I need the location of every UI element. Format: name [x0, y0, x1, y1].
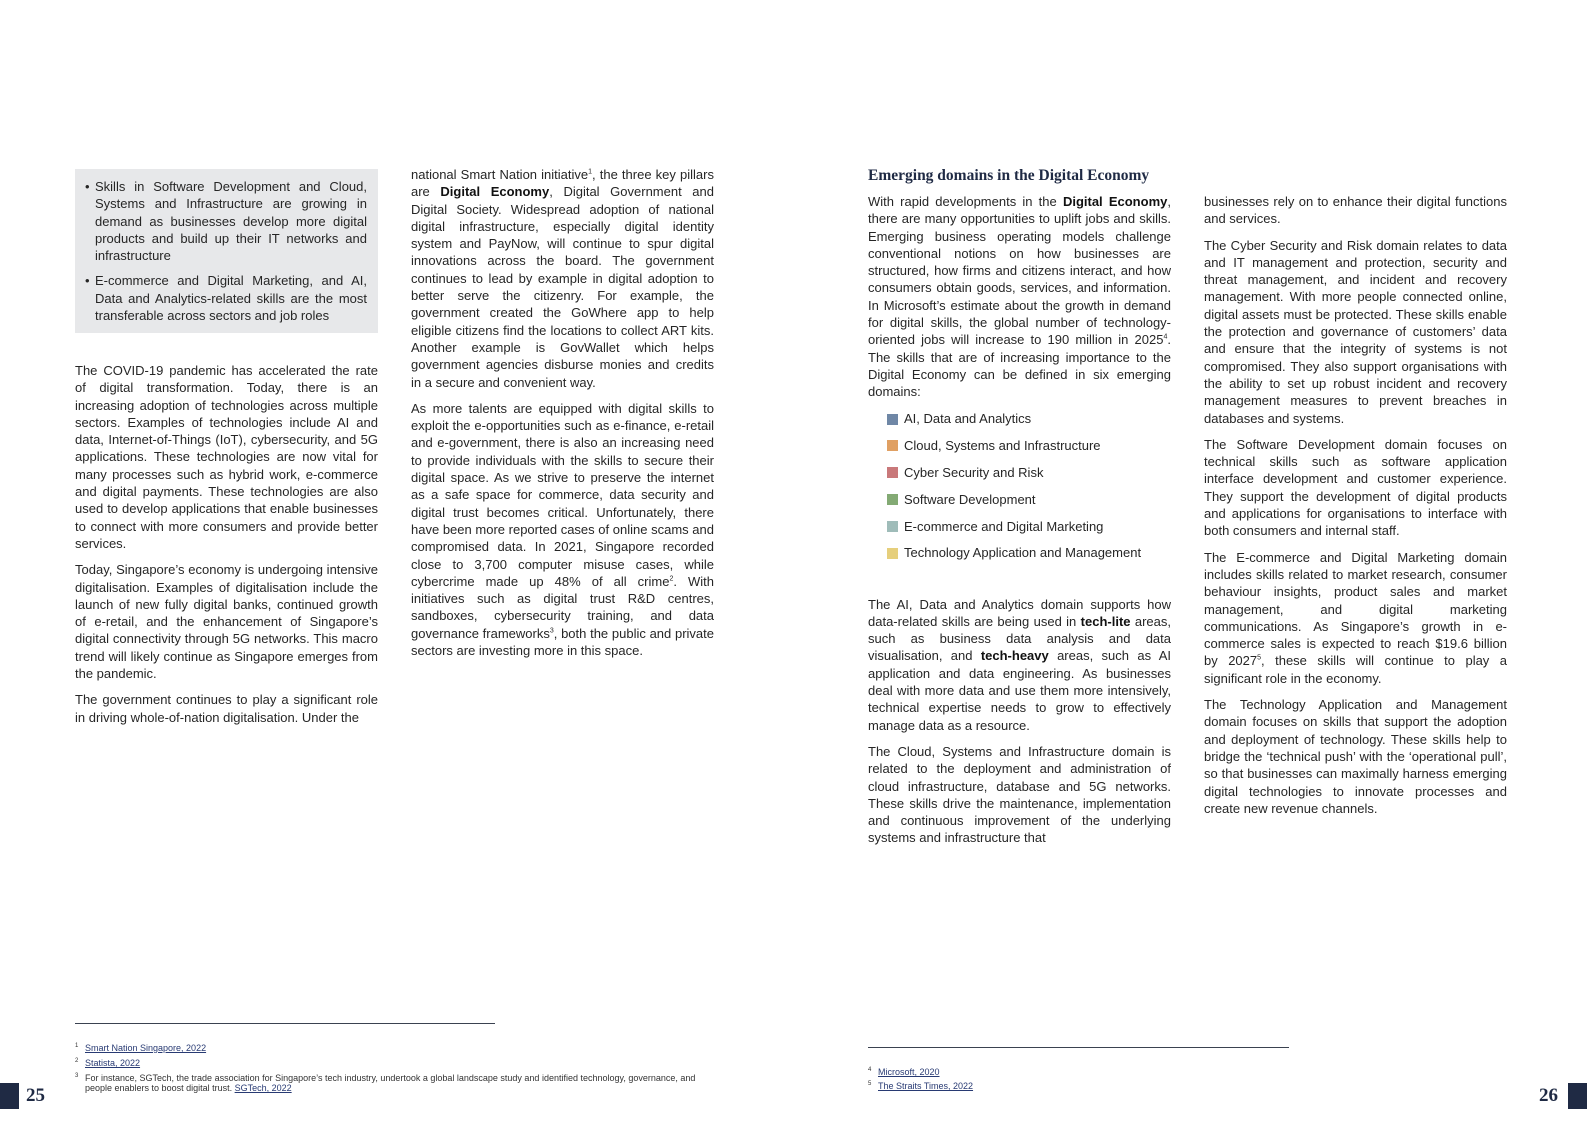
page-number-left: 25	[26, 1085, 45, 1106]
footnotes-right	[868, 1067, 1268, 1096]
footnote-link[interactable]: Microsoft, 2020	[878, 1067, 940, 1077]
paragraph: Today, Singapore’s economy is undergoing intensive digitalisation. Examples of digitalisation include the launch of new fully digital banks, continued growth of e-retail, and the enhancement of Singapore’s digital connectivity through 5G networks. This macro trend will likely continue as Singapore emerges from the pandemic.	[75, 562, 378, 682]
footnote-link[interactable]: SGTech, 2022	[234, 1083, 292, 1093]
footnote-link[interactable]: The Straits Times, 2022	[878, 1081, 974, 1091]
paragraph: The COVID-19 pandemic has accelerated the rate of digital transformation. Today, there is an increasing adoption of technologies across multiple sectors. Examples of technologies include AI and data, Internet-of-Things (IoT), cybersecurity, and 5G applications. These technologies are now vital for many processes such as hybrid work, e-commerce and digital payments. These technologies are also used to develop applications that enable businesses to connect with more consumers and provide better services.	[75, 363, 378, 551]
legend-item-cloud: Cloud, Systems and Infrastructure	[887, 437, 1171, 454]
color-swatch	[887, 548, 898, 559]
legend-item-ecommerce: E-commerce and Digital Marketing	[887, 518, 1171, 535]
footnote-ref: 3	[549, 627, 554, 635]
footnote-ref: 1	[588, 168, 593, 176]
color-swatch	[887, 414, 898, 425]
legend-item-cyber: Cyber Security and Risk	[887, 464, 1171, 481]
page-number-right: 26	[1539, 1085, 1558, 1106]
color-swatch	[887, 467, 898, 478]
footnote: 2 Statista, 2022	[75, 1058, 141, 1068]
footnote-ref: 5	[1257, 655, 1262, 663]
right-column-1	[868, 193, 1171, 856]
section-heading: Emerging domains in the Digital Economy	[868, 167, 1150, 184]
paragraph: The AI, Data and Analytics domain supports how data-related skills are being used in tech-lite areas, such as business data analysis and data visualisation, and tech-heavy areas, such as AI application and data engineering. As businesses deal with more data and use them more intensively, technical expertise needs to grow to effectively manage data as a resource.	[868, 596, 1171, 733]
color-swatch	[887, 440, 898, 451]
paragraph: The Software Development domain focuses on technical skills such as software application interface development and customer experience. They support the development of digital products and applications for organisations to interface with both consumers and internal staff.	[1204, 436, 1507, 539]
paragraph: As more talents are equipped with digital skills to exploit the e-opportunities such as e-finance, e-retail and e-government, there is also an increasing need to provide individuals with the skills to secure their digital space. As we strive to preserve the internet as a safe space for commerce, data security and digital trust becomes critical. Unfortunately, there have been more reported cases of online scams and compromised data. In 2021, Singapore recorded close to 3,700 computer misuse cases, while cybercrime made up 48% of all crime$^2$. With initiatives such as digital trust R&D centres, sandboxes, cybersecurity training, and data governance frameworks$^3$, both the public and private sectors are investing more in this space.	[411, 400, 714, 659]
footnote-ref: 4	[1163, 334, 1168, 342]
color-swatch	[887, 521, 898, 532]
legend-item-tech-app: Technology Application and Management	[887, 545, 1171, 562]
footnote-ref: 2	[669, 575, 674, 583]
footnotes-left	[75, 1043, 715, 1098]
paragraph: The Technology Application and Management domain focuses on skills that support the adoption and deployment of technology. These skills help to bridge the ‘technical push’ with the ‘operational pull’, so that businesses can maximally harness emerging digital technologies to innovate processes and create new revenue channels.	[1204, 697, 1507, 816]
page-tab-left	[0, 1083, 19, 1109]
insight-item: • Skills in Software Development and Cloud, Systems and Infrastructure are growing in demand as businesses develop more digital products and build up their IT networks and infrastructure	[85, 178, 367, 264]
page-tab-right	[1568, 1083, 1587, 1109]
paragraph: The E-commerce and Digital Marketing domain includes skills related to market research, consumer behaviour insights, product sales and market management, and digital marketing communications. As Singapore’s growth in e-commerce sales is expected to reach $19.6 billion by 2027$^5$, these skills will continue to play a significant role in the economy.	[1204, 549, 1508, 686]
footnote-link[interactable]: Statista, 2022	[85, 1058, 141, 1068]
legend-item-software: Software Development	[887, 491, 1171, 508]
footnote-divider	[75, 1023, 495, 1024]
right-column-2	[1204, 193, 1507, 826]
insight-list	[85, 178, 367, 324]
color-swatch	[887, 494, 898, 505]
domain-legend	[887, 411, 1171, 562]
paragraph: businesses rely on to enhance their digital functions and services.	[1204, 194, 1507, 227]
footnote: 3 For instance, SGTech, the trade association for Singapore’s tech industry, undertook a global landscape study and identified technology, governance, and people enablers to boost digital trust. SGTech, 2022	[75, 1073, 696, 1093]
footnote-divider	[868, 1047, 1289, 1048]
key-insights-box	[75, 169, 378, 333]
paragraph: The Cloud, Systems and Infrastructure domain is related to the deployment and administration of cloud infrastructure, database and 5G networks. These skills drive the maintenance, implementation and continuous improvement of the underlying systems and infrastructure that	[868, 743, 1171, 846]
left-column	[75, 362, 378, 735]
footnote-link[interactable]: Smart Nation Singapore, 2022	[85, 1043, 207, 1053]
paragraph: With rapid developments in the Digital Economy, there are many opportunities to uplift jobs and skills. Emerging business operating models challenge conventional notions on how businesses are structured, how firms and citizens interact, and how consumers obtain goods, services, and information. In Microsoft’s estimate about the growth in demand for digital skills, the global number of technology-oriented jobs will increase to 190 million in 2025$^4$. The skills that are of increasing importance to the Digital Economy can be defined in six emerging domains:	[868, 194, 1171, 400]
legend-item-ai: AI, Data and Analytics	[887, 411, 1171, 428]
paragraph: The Cyber Security and Risk domain relates to data and IT management and protection, security and threat management, and incident and recovery management. With more people connected online, digital assets must be protected. These skills enable the protection and governance of customers’ data and ensure that the integrity of systems is not compromised. They also support organisations with the ability to set up robust incident and recovery management measures to prevent breaches in databases and systems.	[1204, 237, 1507, 426]
footnote: 5 The Straits Times, 2022	[868, 1081, 974, 1091]
middle-column	[411, 166, 714, 668]
footnote: 1 Smart Nation Singapore, 2022	[75, 1043, 207, 1053]
paragraph: The government continues to play a significant role in driving whole-of-nation digitalisation. Under the	[75, 692, 378, 725]
insight-item: • E-commerce and Digital Marketing, and AI, Data and Analytics-related skills are the most transferable across sectors and job roles	[85, 272, 367, 324]
paragraph: national Smart Nation initiative$^1$, the three key pillars are Digital Economy, Digital Government and Digital Society. Widespread adoption of national digital infrastructure, especially digital identity system and PayNow, will continue to spur digital innovations across the board. The government continues to lead by example in digital adoption to better serve the citizenry. For example, the government created the GoWhere app to help eligible citizens find the locations to collect ART kits. Another example is GovWallet which helps government agencies disburse monies and credits in a secure and convenient way.	[411, 167, 714, 390]
footnote: 4 Microsoft, 2020	[868, 1067, 940, 1077]
